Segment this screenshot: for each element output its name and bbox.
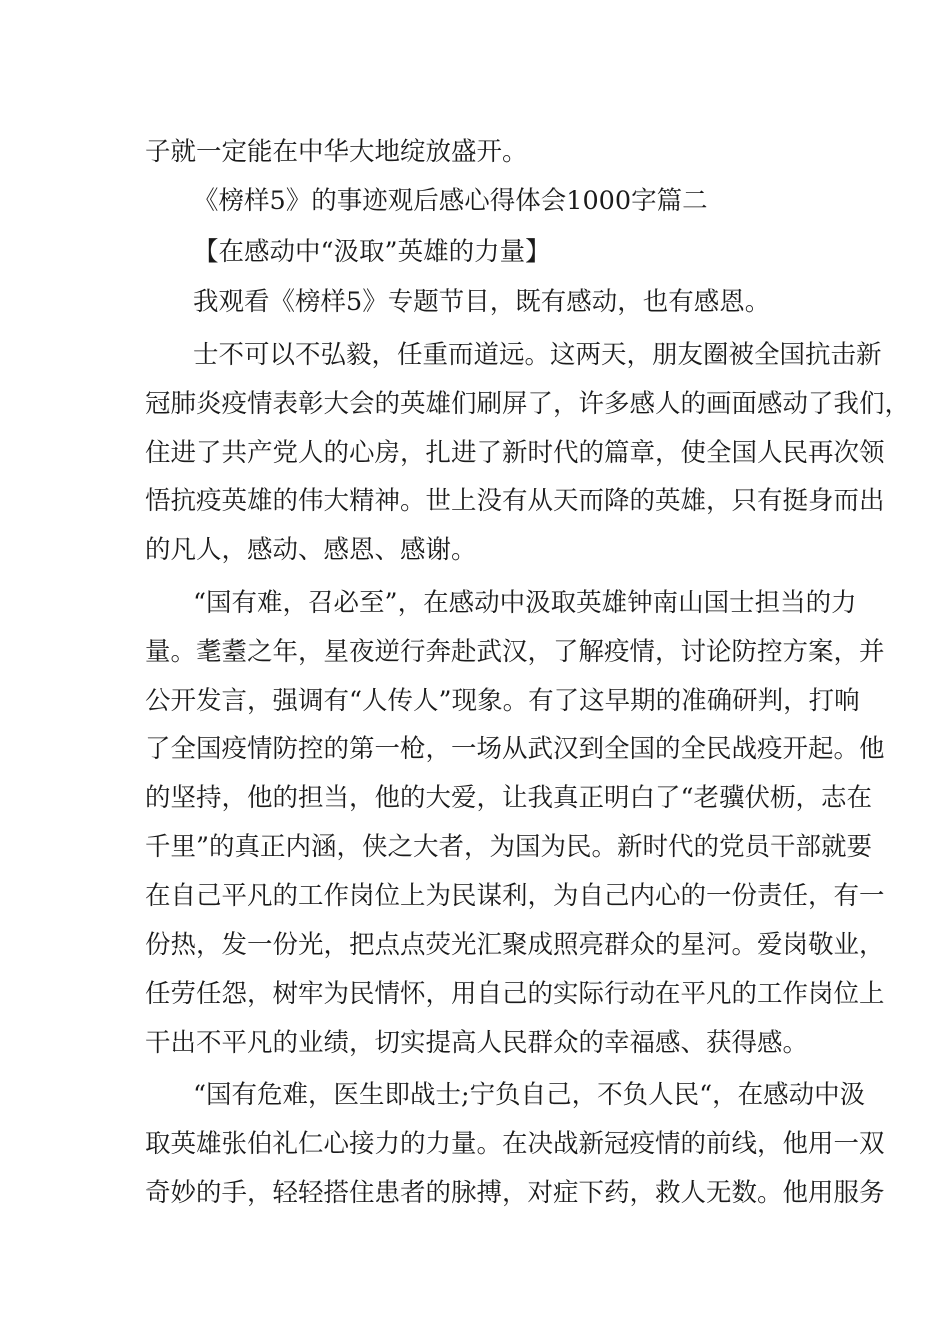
text-line: 任劳任怨，树牢为民情怀，用自己的实际行动在平凡的工作岗位上 [145,979,885,1009]
text-line: 我观看《榜样5》专题节目，既有感动，也有感恩。 [193,287,771,317]
text-line: 取英雄张伯礼仁心接力的力量。在决战新冠疫情的前线，他用一双 [145,1129,885,1159]
text-line: 奇妙的手，轻轻搭住患者的脉搏，对症下药，救人无数。他用服务 [145,1178,885,1208]
text-line: 悟抗疫英雄的伟大精神。世上没有从天而降的英雄，只有挺身而出 [145,486,885,516]
text-line: 的坚持，他的担当，他的大爱，让我真正明白了“老骥伏枥，志在 [145,783,873,813]
subheading: 【在感动中“汲取”英雄的力量】 [193,237,551,267]
text-line: 了全国疫情防控的第一枪，一场从武汉到全国的全民战疫开起。他 [145,734,885,764]
text-line: 住进了共产党人的心房，扎进了新时代的篇章，使全国人民再次领 [145,438,885,468]
text-line: 公开发言，强调有“人传人”现象。有了这早期的准确研判，打响 [145,686,860,716]
section-heading: 《榜样5》的事迹观后感心得体会1000字篇二 [193,186,708,216]
text-line: 在自己平凡的工作岗位上为民谋利，为自己内心的一份责任，有一 [145,881,885,911]
text-line: “国有难，召必至”，在感动中汲取英雄钟南山国士担当的力 [193,588,857,618]
text-line: 子就一定能在中华大地绽放盛开。 [145,137,528,167]
text-line: 士不可以不弘毅，任重而道远。这两天，朋友圈被全国抗击新 [193,340,882,370]
text-line: “国有危难，医生即战士;宁负自己，不负人民“，在感动中汲 [193,1080,866,1110]
text-line: 千里”的真正内涵，侠之大者，为国为民。新时代的党员干部就要 [145,832,873,862]
text-line: 量。耄耋之年，星夜逆行奔赴武汉，了解疫情，讨论防控方案，并 [145,637,885,667]
text-line: 的凡人，感动、感恩、感谢。 [145,535,477,565]
text-line: 份热，发一份光，把点点荧光汇聚成照亮群众的星河。爱岗敬业， [145,930,885,960]
text-line: 干出不平凡的业绩，切实提高人民群众的幸福感、获得感。 [145,1028,809,1058]
text-line: 冠肺炎疫情表彰大会的英雄们刷屏了，许多感人的画面感动了我们， [145,389,911,419]
